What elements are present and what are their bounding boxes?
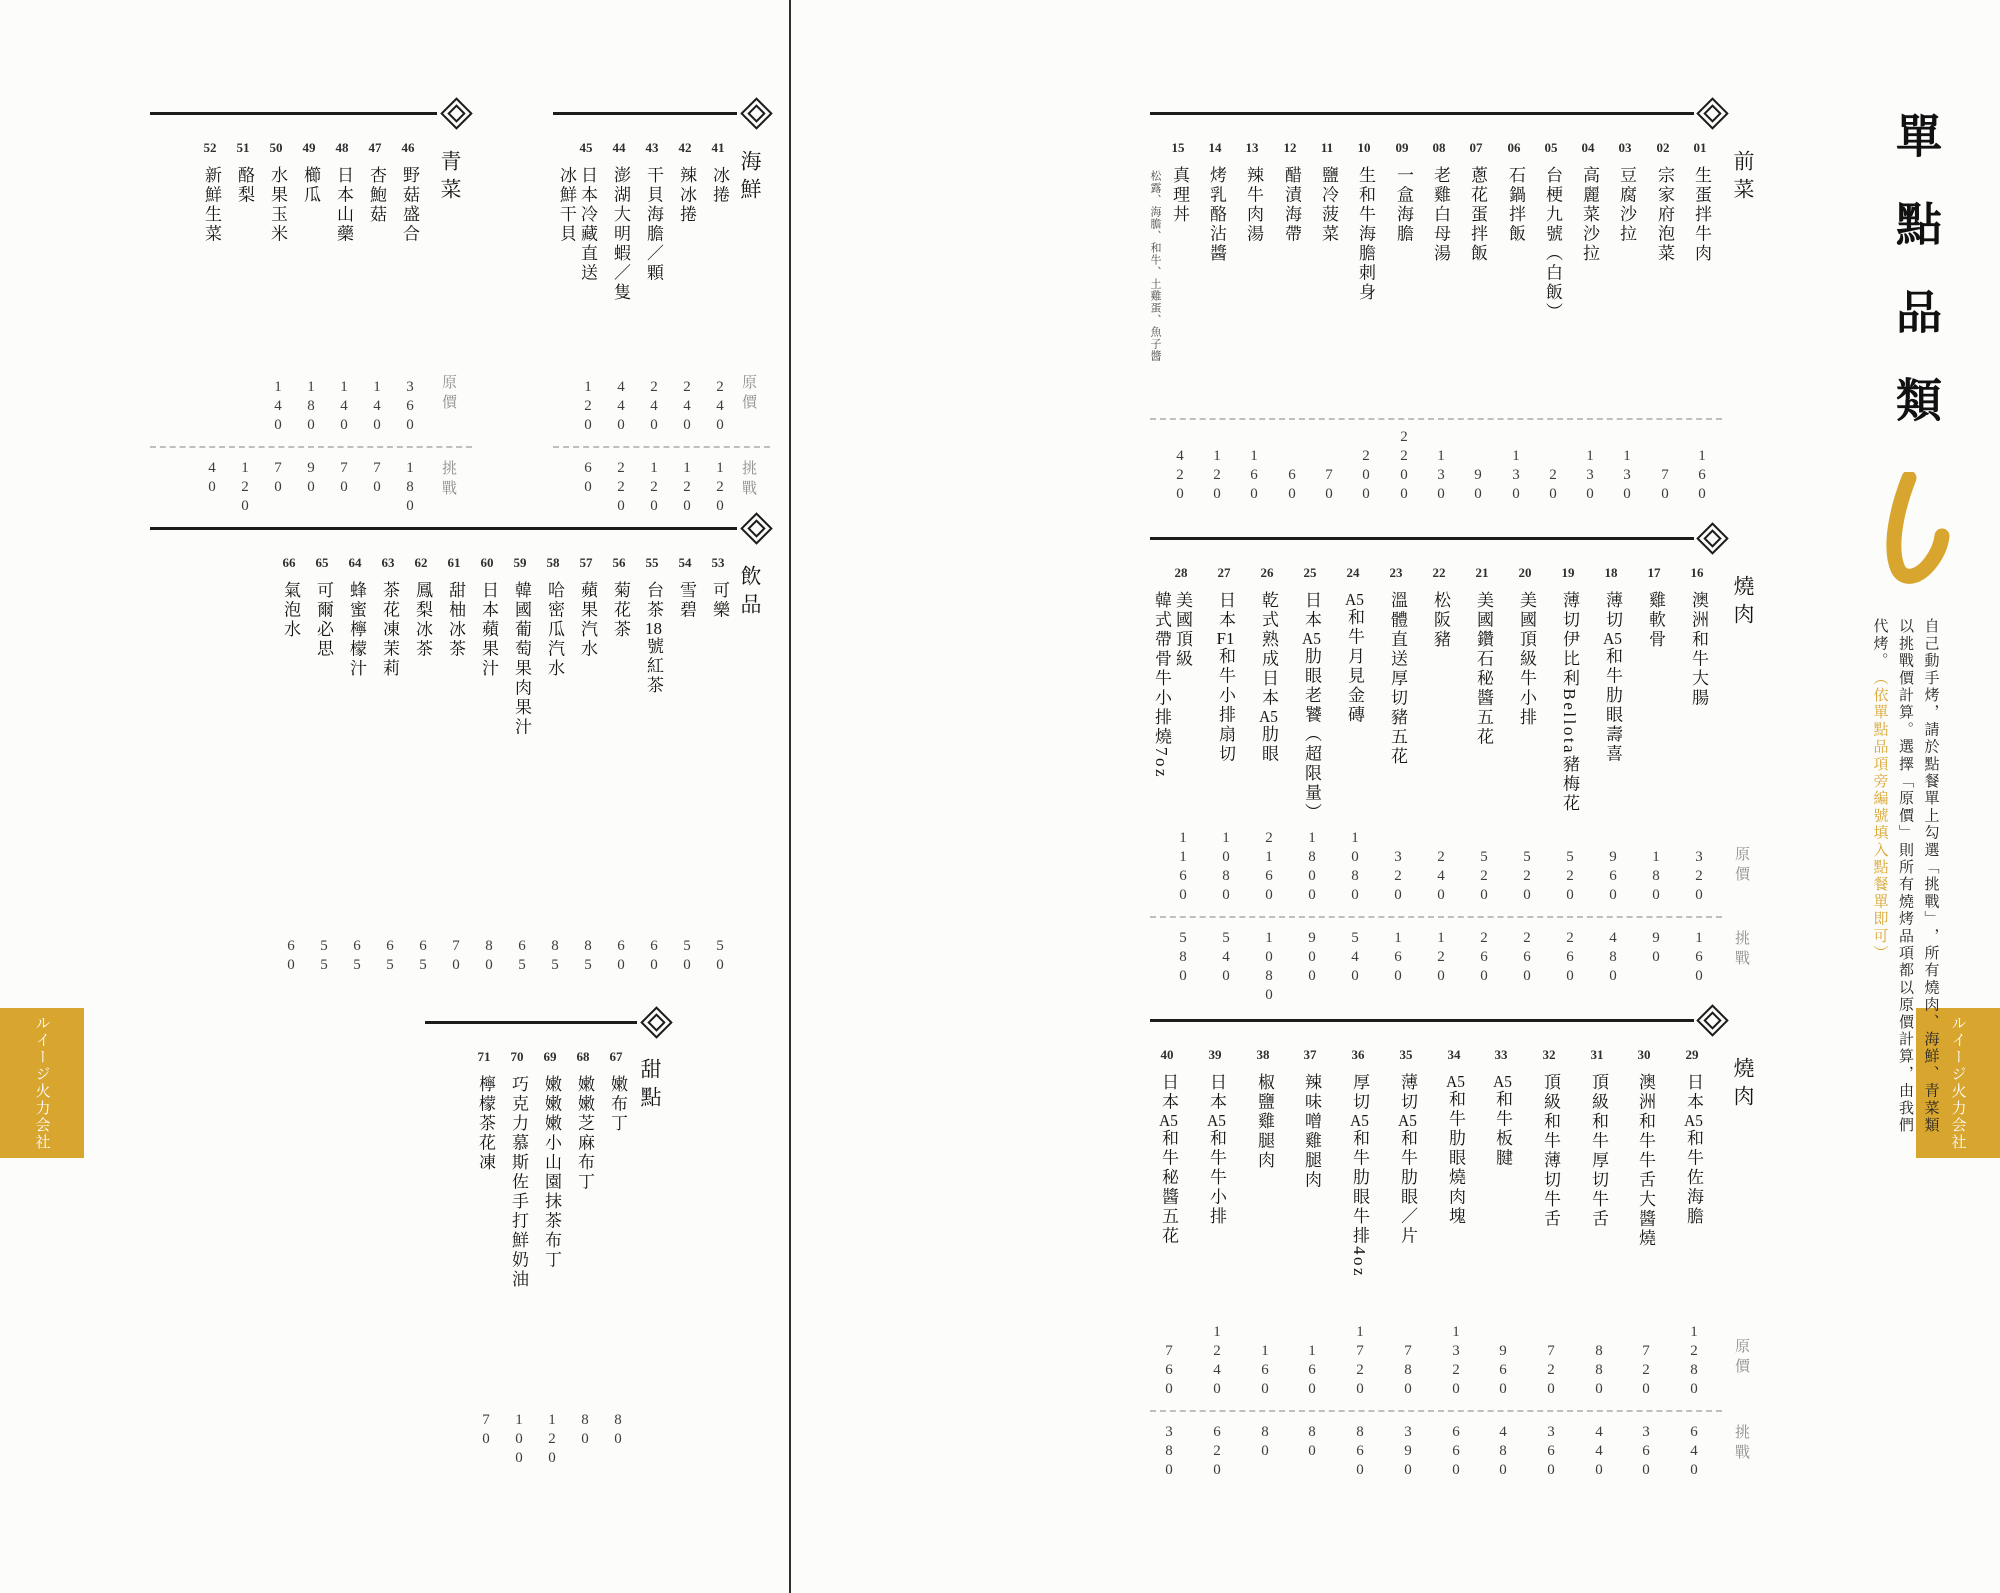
item-name: 甜柚冰茶 [446,581,465,659]
item-name: 酪梨 [235,166,254,205]
item-number: 23 [1389,565,1403,580]
item-name: 薄切A5和牛肋眼／片 [1398,1073,1417,1246]
item-name: 可爾必思 [314,581,333,659]
item-price: 50 [679,938,695,976]
item-price-challenge: 900 [1304,930,1320,987]
price-row-dash [1150,916,1722,918]
item-price: 80 [577,1412,593,1450]
item-price-original: 160 [1304,1343,1320,1400]
item-price-challenge: 120 [237,460,253,517]
item-price-challenge: 860 [1352,1424,1368,1481]
item-price: 60 [1284,467,1300,505]
item-name: 鳳梨冰茶 [413,581,432,659]
item-price-original: 520 [1562,849,1578,906]
item-name: 日本山藥 [334,166,353,244]
item-number: 68 [576,1049,590,1064]
item-number: 06 [1507,140,1521,155]
item-name: 日本蘋果汁 [479,581,498,679]
item-number: 52 [203,140,217,155]
item-name: 澎湖大明蝦／隻 [611,166,630,303]
item-number: 55 [645,555,659,570]
item-name: 可樂 [710,581,729,620]
double-diamond-icon [1696,1004,1729,1037]
item-name: 一盒海膽 [1394,166,1413,244]
item-price: 2200 [1396,429,1412,505]
item-price-challenge: 120 [679,460,695,517]
brand-name: ルイージ火力会社 [33,1015,50,1151]
item-price-challenge: 440 [1591,1424,1607,1481]
item-name: 宗家府泡菜 [1655,166,1674,264]
item-number: 51 [236,140,250,155]
item-price-challenge: 120 [646,460,662,517]
item-number: 09 [1395,140,1409,155]
item-number: 62 [414,555,428,570]
item-number: 71 [477,1049,491,1064]
section-divider-line [1150,112,1694,115]
item-price-challenge: 260 [1519,930,1535,987]
item-name: 澳洲和牛大腸 [1689,591,1708,708]
item-number: 17 [1647,565,1661,580]
item-name: 嫩布丁 [608,1075,627,1134]
item-name: 台梗九號︵白飯︶ [1543,166,1562,322]
item-price-original: 1280 [1686,1324,1702,1400]
item-price-challenge: 120 [1433,930,1449,987]
item-price-challenge: 580 [1175,930,1191,987]
item-name: 蘋果汽水 [578,581,597,659]
item-name: 巧克力慕斯佐手打鮮奶油 [509,1075,528,1290]
item-name: 美國頂級牛小排 [1517,591,1536,728]
section-divider-line [553,112,737,115]
item-price-challenge: 660 [1448,1424,1464,1481]
price-label-challenge: 挑戰 [440,460,456,500]
section-divider-line [150,527,737,530]
item-price-original: 240 [1433,849,1449,906]
item-name: 澳洲和牛牛舌大醬燒 [1636,1073,1655,1249]
item-note: 松露、海膽、和牛、土雞蛋、魚子醬 [1149,170,1161,362]
item-name: 醋漬海帶 [1282,166,1301,244]
intro-text-gold: ︵依單點品項旁編號填入點餐單即可︶ [1871,669,1888,963]
double-diamond-icon [1696,97,1729,130]
double-diamond-icon [740,97,773,130]
item-number: 61 [447,555,461,570]
item-name: 蔥花蛋拌飯 [1468,166,1487,264]
item-price: 130 [1508,448,1524,505]
item-price-challenge: 160 [1390,930,1406,987]
item-name: 真理丼 [1170,166,1189,225]
item-name: 日本A5和牛秘醬五花 [1159,1073,1178,1246]
section-divider-line [150,112,437,115]
item-number: 18 [1604,565,1618,580]
item-price-challenge: 180 [402,460,418,517]
item-number: 70 [510,1049,524,1064]
item-number: 58 [546,555,560,570]
item-price-original: 140 [336,379,352,436]
item-price-challenge: 120 [712,460,728,517]
item-name-second-column: 冰鮮干貝 [557,166,576,244]
item-name: 老雞白母湯 [1431,166,1450,264]
item-number: 44 [612,140,626,155]
item-price-original: 1720 [1352,1324,1368,1400]
price-label-challenge: 挑戰 [740,460,756,500]
item-name: 干貝海膽／顆 [644,166,663,283]
item-name: 美國鑽石秘醬五花 [1474,591,1493,747]
item-price: 160 [1694,448,1710,505]
item-number: 01 [1693,140,1707,155]
double-diamond-icon [640,1006,673,1039]
item-price-original: 760 [1161,1343,1177,1400]
item-price-challenge: 160 [1691,930,1707,987]
item-price: 65 [349,938,365,976]
item-number: 05 [1544,140,1558,155]
item-price: 130 [1619,448,1635,505]
item-number: 63 [381,555,395,570]
item-price-original: 1320 [1448,1324,1464,1400]
item-name: 杏鮑菇 [367,166,386,225]
item-price-original: 440 [613,379,629,436]
item-price-challenge: 90 [1648,930,1664,968]
item-number: 37 [1303,1047,1317,1062]
item-price-challenge: 70 [336,460,352,498]
item-name: 高麗菜沙拉 [1580,166,1599,264]
item-number: 24 [1346,565,1360,580]
item-number: 49 [302,140,316,155]
item-name: 哈密瓜汽水 [545,581,564,679]
item-price-original: 1240 [1209,1324,1225,1400]
double-diamond-icon [440,97,473,130]
item-number: 21 [1475,565,1489,580]
section-label: 燒肉 [1731,1057,1755,1113]
item-price-challenge: 360 [1638,1424,1654,1481]
item-name: 日本A5和牛牛小排 [1207,1073,1226,1227]
section-divider-line [425,1021,637,1024]
item-price: 130 [1433,448,1449,505]
item-price: 20 [1545,467,1561,505]
item-price: 160 [1246,448,1262,505]
item-name: 菊花茶 [611,581,630,640]
price-label-original: 原價 [440,374,456,414]
item-name: 雞軟骨 [1646,591,1665,650]
item-number: 42 [678,140,692,155]
item-number: 47 [368,140,382,155]
item-price-original: 880 [1591,1343,1607,1400]
item-name: 嫩嫩芝麻布丁 [575,1075,594,1192]
item-name: 生和牛海膽刺身 [1356,166,1375,303]
item-price-challenge: 70 [369,460,385,498]
item-price-challenge: 480 [1605,930,1621,987]
item-number: 25 [1303,565,1317,580]
intro-text [1866,618,1943,1138]
item-name: 頂級和牛厚切牛舌 [1589,1073,1608,1229]
item-number: 27 [1217,565,1231,580]
price-row-dash [553,446,770,448]
item-name: 辣味噌雞腿肉 [1302,1073,1321,1190]
item-number: 02 [1656,140,1670,155]
section-label: 青菜 [438,150,462,206]
item-price-original: 240 [712,379,728,436]
item-number: 35 [1399,1047,1413,1062]
item-number: 12 [1283,140,1297,155]
item-number: 57 [579,555,593,570]
item-number: 15 [1171,140,1185,155]
item-price-original: 1080 [1218,830,1234,906]
item-price: 85 [580,938,596,976]
item-number: 36 [1351,1047,1365,1062]
item-price: 60 [613,938,629,976]
item-name: 新鮮生菜 [202,166,221,244]
section-label: 燒肉 [1731,575,1755,631]
item-price-original: 140 [369,379,385,436]
item-price-original: 1160 [1175,830,1191,906]
item-number: 33 [1494,1047,1508,1062]
item-price-original: 140 [270,379,286,436]
item-number: 46 [401,140,415,155]
item-number: 69 [543,1049,557,1064]
item-price: 70 [448,938,464,976]
item-price-challenge: 260 [1476,930,1492,987]
item-price-challenge: 390 [1400,1424,1416,1481]
item-price-original: 120 [580,379,596,436]
double-diamond-icon [1696,522,1729,555]
item-price-challenge: 260 [1562,930,1578,987]
item-price-original: 320 [1691,849,1707,906]
item-name: 厚切A5和牛肋眼牛排4oz [1350,1073,1369,1279]
item-price: 100 [511,1412,527,1469]
item-number: 11 [1320,140,1334,155]
item-price-challenge: 80 [1304,1424,1320,1462]
item-price-original: 960 [1495,1343,1511,1400]
section-label: 前菜 [1731,150,1755,206]
item-number: 39 [1208,1047,1222,1062]
item-price-challenge: 540 [1347,930,1363,987]
item-name: 韓國葡萄果肉果汁 [512,581,531,737]
item-price-original: 1800 [1304,830,1320,906]
item-name: 氣泡水 [281,581,300,640]
item-number: 53 [711,555,725,570]
item-price: 65 [382,938,398,976]
item-price-challenge: 640 [1686,1424,1702,1481]
price-row-dash [150,446,472,448]
item-name: 冰捲 [710,166,729,205]
item-number: 28 [1174,565,1188,580]
item-price: 60 [646,938,662,976]
item-price-original: 160 [1257,1343,1273,1400]
item-name: A5和牛月見金磚 [1345,591,1364,725]
item-name: 檸檬茶花凍 [476,1075,495,1173]
section-label: 甜點 [638,1058,662,1114]
item-price-original: 240 [679,379,695,436]
item-price: 65 [415,938,431,976]
item-price-challenge: 360 [1543,1424,1559,1481]
section-label: 飲品 [738,565,762,621]
item-name: 薄切伊比利Bellota豬梅花 [1560,591,1579,814]
item-price-original: 360 [402,379,418,436]
item-price-original: 180 [303,379,319,436]
item-name: 水果玉米 [268,166,287,244]
item-price-challenge: 620 [1209,1424,1225,1481]
item-price-original: 2160 [1261,830,1277,906]
item-name: 薄切A5和牛肋眼壽喜 [1603,591,1622,764]
item-name-second-column: 韓式帶骨牛小排燒7oz [1152,591,1171,780]
item-price-original: 240 [646,379,662,436]
item-number: 22 [1432,565,1446,580]
price-label-original: 原價 [740,374,756,414]
item-price: 70 [1657,467,1673,505]
item-name: 日本A5肋眼老饕︵超限量︶ [1302,591,1321,823]
item-price: 130 [1582,448,1598,505]
item-number: 54 [678,555,692,570]
item-name: A5和牛肋眼燒肉塊 [1446,1073,1465,1227]
item-price-original: 720 [1638,1343,1654,1400]
item-price-challenge: 380 [1161,1424,1177,1481]
item-price: 120 [544,1412,560,1469]
item-price: 80 [481,938,497,976]
section-label: 海鮮 [738,150,762,206]
item-name: 辣牛肉湯 [1244,166,1263,244]
item-name: 頂級和牛薄切牛舌 [1541,1073,1560,1229]
intro-text-black: 自己動手烤，請於點餐單上勾選﹁挑戰﹂，所有燒肉、海鮮、青菜類以挑戰價計算。選擇﹁原價﹂則所有燒烤品項都以原價計算，由我們代烤。 [1871,618,1939,1134]
item-price-original: 520 [1476,849,1492,906]
item-name: 日本冷藏直送 [578,166,597,283]
item-number: 19 [1561,565,1575,580]
item-number: 20 [1518,565,1532,580]
item-name: A5和牛板腱 [1493,1073,1512,1168]
item-number: 32 [1542,1047,1556,1062]
section-divider-line [1150,537,1694,540]
item-number: 30 [1637,1047,1651,1062]
item-number: 66 [282,555,296,570]
price-label-original: 原價 [1733,1338,1749,1378]
item-price: 90 [1470,467,1486,505]
item-name: 椒鹽雞腿肉 [1255,1073,1274,1171]
item-name: 豆腐沙拉 [1617,166,1636,244]
item-number: 50 [269,140,283,155]
item-number: 29 [1685,1047,1699,1062]
item-price: 55 [316,938,332,976]
item-number: 59 [513,555,527,570]
item-number: 64 [348,555,362,570]
item-name: 烤乳酪沾醬 [1207,166,1226,264]
item-price-challenge: 540 [1218,930,1234,987]
item-price: 85 [547,938,563,976]
item-price-challenge: 40 [204,460,220,498]
item-number: 08 [1432,140,1446,155]
item-name: 台茶18號紅茶 [644,581,663,696]
item-number: 07 [1469,140,1483,155]
price-label-original: 原價 [1733,846,1749,886]
item-name: 辣冰捲 [677,166,696,225]
item-number: 34 [1447,1047,1461,1062]
price-row-dash [1150,1410,1722,1412]
price-label-challenge: 挑戰 [1733,1424,1749,1464]
gold-brush-stroke-icon [1878,472,1954,594]
item-number: 10 [1357,140,1371,155]
item-number: 16 [1690,565,1704,580]
brand-name: ルイージ火力会社 [1949,1015,1966,1151]
price-label-challenge: 挑戰 [1733,930,1749,970]
item-number: 43 [645,140,659,155]
item-name: 鹽冷菠菜 [1319,166,1338,244]
item-name: 乾式熟成日本A5肋眼 [1259,591,1278,764]
item-number: 41 [711,140,725,155]
item-price-challenge: 480 [1495,1424,1511,1481]
item-name: 松阪豬 [1431,591,1450,650]
double-diamond-icon [740,512,773,545]
brand-block-left [0,1008,84,1158]
item-name: 日本F1和牛小排扇切 [1216,591,1235,764]
item-number: 60 [480,555,494,570]
item-number: 48 [335,140,349,155]
item-price-challenge: 1080 [1261,930,1277,1006]
item-price: 60 [283,938,299,976]
item-price: 70 [478,1412,494,1450]
item-price-original: 960 [1605,849,1621,906]
item-number: 03 [1618,140,1632,155]
item-number: 26 [1260,565,1274,580]
item-number: 40 [1160,1047,1174,1062]
item-price: 120 [1209,448,1225,505]
item-price-original: 720 [1543,1343,1559,1400]
price-row-dash [1150,418,1722,420]
item-name: 櫛瓜 [301,166,320,205]
item-number: 31 [1590,1047,1604,1062]
page-gutter-line [789,0,791,1593]
item-price-challenge: 80 [1257,1424,1273,1462]
item-number: 45 [579,140,593,155]
item-name: 石鍋拌飯 [1506,166,1525,244]
item-name: 蜂蜜檸檬汁 [347,581,366,679]
item-name: 嫩嫩嫩小山園抹茶布丁 [542,1075,561,1270]
item-number: 67 [609,1049,623,1064]
item-name: 日本A5和牛佐海膽 [1684,1073,1703,1227]
page-title: 單點品類 [1890,112,1941,464]
section-divider-line [1150,1019,1694,1022]
item-name: 美國頂級 [1173,591,1192,669]
item-price: 80 [610,1412,626,1450]
item-name: 茶花凍茉莉 [380,581,399,679]
item-number: 65 [315,555,329,570]
item-price: 50 [712,938,728,976]
item-price-original: 520 [1519,849,1535,906]
item-number: 38 [1256,1047,1270,1062]
item-number: 13 [1245,140,1259,155]
item-price: 70 [1321,467,1337,505]
item-price: 420 [1172,448,1188,505]
item-price: 200 [1358,448,1374,505]
item-name: 溫體直送厚切豬五花 [1388,591,1407,767]
item-price: 65 [514,938,530,976]
item-name: 野菇盛合 [400,166,419,244]
item-price-original: 1080 [1347,830,1363,906]
item-number: 56 [612,555,626,570]
item-number: 14 [1208,140,1222,155]
item-price-original: 180 [1648,849,1664,906]
item-number: 04 [1581,140,1595,155]
item-name: 雪碧 [677,581,696,620]
item-price-challenge: 90 [303,460,319,498]
item-price-challenge: 60 [580,460,596,498]
item-price-challenge: 70 [270,460,286,498]
item-price-challenge: 220 [613,460,629,517]
item-price-original: 320 [1390,849,1406,906]
item-price-original: 780 [1400,1343,1416,1400]
item-name: 生蛋拌牛肉 [1692,166,1711,264]
